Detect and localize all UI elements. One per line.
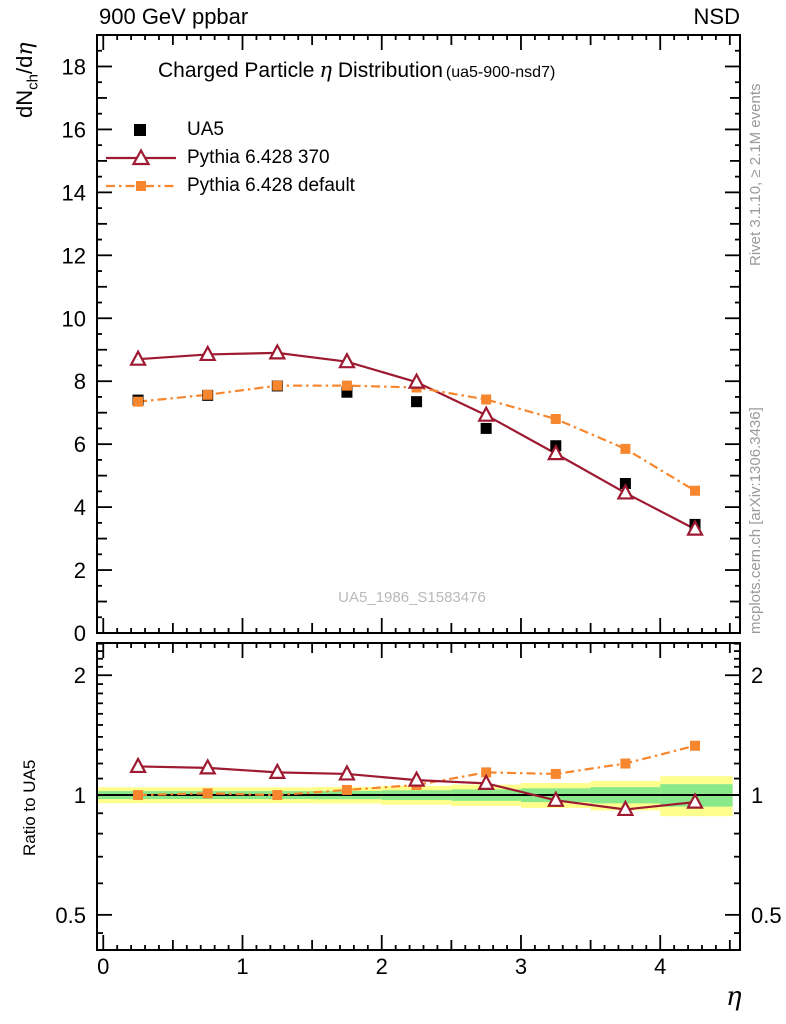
ratio-pythia-default-point bbox=[272, 790, 282, 800]
x-axis-title: η bbox=[726, 982, 742, 1012]
ratio-pythia-default-point bbox=[620, 759, 630, 769]
legend-label: Pythia 6.428 370 bbox=[187, 147, 330, 168]
y-axis-title-ratio: Ratio to UA5 bbox=[20, 759, 39, 856]
y-tick-label: 4 bbox=[73, 495, 86, 521]
ratio-pythia-default-point bbox=[342, 785, 352, 795]
pythia-default-data-point bbox=[203, 390, 213, 400]
x-tick-label: 2 bbox=[375, 954, 388, 979]
legend-item-ua5 bbox=[103, 116, 355, 144]
ratio-y-tick-label: 1 bbox=[73, 783, 86, 809]
ratio-y-tick-label: 2 bbox=[751, 663, 764, 689]
beam-energy-label: 900 GeV ppbar bbox=[99, 4, 249, 29]
legend bbox=[103, 116, 355, 200]
y-tick-label: 16 bbox=[61, 117, 86, 143]
ratio-pythia-default-point bbox=[203, 788, 213, 798]
ylabel-over-d: /d bbox=[12, 55, 37, 75]
y-axis-title-main bbox=[12, 42, 41, 118]
ua5-data-point bbox=[411, 396, 422, 407]
legend-item-pythia-370 bbox=[103, 144, 355, 172]
ratio-pythia-default-point bbox=[690, 741, 700, 751]
event-class-label: NSD bbox=[693, 4, 740, 29]
ylabel-eta: η bbox=[13, 42, 38, 56]
legend-label: Pythia 6.428 default bbox=[187, 175, 355, 196]
ylabel-sub-ch: ch bbox=[24, 74, 42, 90]
y-tick-label: 6 bbox=[73, 432, 86, 458]
legend-label: UA5 bbox=[187, 119, 224, 140]
ratio-y-tick-label: 0.5 bbox=[55, 902, 86, 928]
ratio-y-tick-label: 0.5 bbox=[751, 902, 782, 928]
ratio-y-tick-label: 1 bbox=[751, 783, 764, 809]
ratio-pythia-default-point bbox=[133, 790, 143, 800]
y-tick-label: 8 bbox=[73, 369, 86, 395]
plot-title bbox=[158, 58, 555, 83]
pythia-default-data-point bbox=[620, 444, 630, 454]
y-tick-label: 18 bbox=[61, 54, 86, 80]
x-tick-label: 0 bbox=[97, 954, 110, 979]
pythia-370-data-point bbox=[270, 345, 284, 358]
open-triangle-line-marker-icon bbox=[103, 145, 181, 171]
mcplots-arxiv-note: mcplots.cern.ch [arXiv:1306.3436] bbox=[747, 407, 764, 634]
analysis-id-watermark: UA5_1986_S1583476 bbox=[338, 589, 486, 606]
pythia-default-data-point bbox=[342, 381, 352, 391]
ratio-y-tick-label: 2 bbox=[73, 663, 86, 689]
y-tick-label: 14 bbox=[61, 180, 86, 206]
pythia-default-data-point bbox=[551, 414, 561, 424]
plot-title-text2: Distribution bbox=[337, 59, 443, 82]
y-tick-label: 0 bbox=[73, 621, 86, 646]
ylabel-dn: dN bbox=[12, 89, 37, 118]
legend-default-square bbox=[136, 181, 146, 191]
rivet-version-note: Rivet 3.1.10, ≥ 2.1M events bbox=[747, 83, 764, 266]
x-tick-label: 4 bbox=[654, 954, 667, 979]
legend-ua5-square bbox=[134, 124, 146, 136]
pythia-default-data-point bbox=[481, 394, 491, 404]
plot-subtitle: (ua5-900-nsd7) bbox=[445, 64, 556, 81]
y-tick-label: 10 bbox=[61, 306, 86, 332]
pythia-default-data-point bbox=[272, 381, 282, 391]
legend-item-pythia-default bbox=[103, 172, 355, 200]
x-tick-label: 1 bbox=[236, 954, 249, 979]
y-tick-label: 2 bbox=[73, 558, 86, 584]
plot-title-text: Charged Particle bbox=[158, 59, 315, 82]
black-square-marker-icon bbox=[103, 117, 181, 143]
x-tick-label: 3 bbox=[514, 954, 528, 979]
pythia-default-data-point bbox=[690, 486, 700, 496]
pythia-370-data-point bbox=[479, 408, 493, 421]
ratio-pythia-default-point bbox=[551, 769, 561, 779]
ratio-pythia-370-point bbox=[131, 759, 145, 772]
pythia-default-data-point bbox=[133, 397, 143, 407]
plot-title-eta: η bbox=[319, 58, 333, 82]
orange-square-dashdot-marker-icon bbox=[103, 173, 181, 199]
ua5-data-point bbox=[481, 423, 492, 434]
y-tick-label: 12 bbox=[61, 243, 86, 269]
